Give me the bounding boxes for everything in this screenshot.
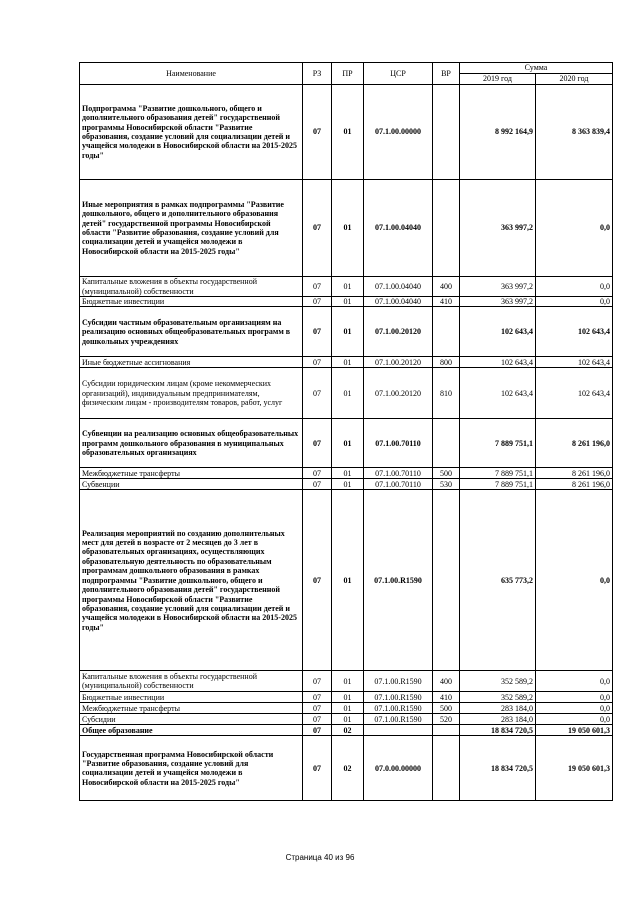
row-value-2019: 363 997,2 (460, 180, 536, 277)
row-csr: 07.1.00.04040 (364, 180, 433, 277)
row-rz: 07 (303, 671, 332, 692)
row-csr: 07.1.00.70110 (364, 468, 433, 479)
row-name: Иные мероприятия в рамках подпрограммы "Развитие дошкольного, общего и дополнительного образования детей" государственной программы Новосибирской области "Развитие образования, создание условий для социализации детей и учащейся молодежи в Новосибирской области на 2015-2025 годы" (80, 180, 303, 277)
row-name: Межбюджетные трансферты (80, 703, 303, 714)
table-row (80, 357, 613, 368)
row-vr (433, 85, 460, 180)
row-value-2019: 363 997,2 (460, 297, 536, 307)
table-row (80, 692, 613, 703)
table-row (80, 479, 613, 490)
row-rz: 07 (303, 307, 332, 357)
row-vr: 400 (433, 277, 460, 297)
row-rz: 07 (303, 479, 332, 490)
row-vr: 500 (433, 468, 460, 479)
row-csr: 07.1.00.70110 (364, 419, 433, 468)
row-csr: 07.1.00.00000 (364, 85, 433, 180)
page-number: Страница 40 из 96 (285, 853, 355, 862)
row-value-2020: 0,0 (536, 277, 613, 297)
row-pr: 01 (332, 490, 364, 671)
row-vr: 410 (433, 692, 460, 703)
row-vr: 530 (433, 479, 460, 490)
row-name: Общее образование (80, 725, 303, 736)
table-header (80, 63, 613, 85)
row-vr: 500 (433, 703, 460, 714)
row-name: Бюджетные инвестиции (80, 692, 303, 703)
row-pr: 01 (332, 297, 364, 307)
row-pr: 01 (332, 180, 364, 277)
header-name: Наименование (80, 63, 303, 85)
table-row (80, 368, 613, 419)
row-value-2020: 102 643,4 (536, 368, 613, 419)
row-pr: 01 (332, 277, 364, 297)
budget-table (79, 62, 613, 801)
row-rz: 07 (303, 490, 332, 671)
row-pr: 02 (332, 736, 364, 801)
header-rz: РЗ (303, 63, 332, 85)
row-vr (433, 307, 460, 357)
row-value-2019: 102 643,4 (460, 368, 536, 419)
row-value-2019: 7 889 751,1 (460, 479, 536, 490)
row-csr (364, 725, 433, 736)
table-row (80, 297, 613, 307)
header-2019: 2019 год (460, 74, 536, 85)
row-value-2019: 283 184,0 (460, 703, 536, 714)
row-value-2020: 19 050 601,3 (536, 736, 613, 801)
table-row (80, 671, 613, 692)
row-name: Межбюджетные трансферты (80, 468, 303, 479)
row-vr (433, 725, 460, 736)
row-rz: 07 (303, 419, 332, 468)
row-pr: 01 (332, 714, 364, 725)
row-name: Субвенции на реализацию основных общеобразовательных программ дошкольного образования в муниципальных образовательных организациях (80, 419, 303, 468)
row-name: Иные бюджетные ассигнования (80, 357, 303, 368)
row-value-2020: 8 363 839,4 (536, 85, 613, 180)
row-name: Субсидии юридическим лицам (кроме некоммерческих организаций), индивидуальным предпринимателям, физическим лицам - производителям товаров, работ, услуг (80, 368, 303, 419)
row-pr: 01 (332, 357, 364, 368)
row-value-2019: 363 997,2 (460, 277, 536, 297)
row-value-2020: 8 261 196,0 (536, 479, 613, 490)
row-name: Реализация мероприятий по созданию дополнительных мест для детей в возрасте от 2 месяцев до 3 лет в образовательных организациях, осуществляющих образовательную деятельность по образовательным программам дошкольного образования в рамках подпрограммы "Развитие дошкольного, общего и дополнительного образования детей" государственной программы Новосибирской области "Развитие образования, создание условий для социализации детей и учащейся молодежи в Новосибирской области на 2015-2025 годы" (80, 490, 303, 671)
table-row (80, 490, 613, 671)
row-name: Капитальные вложения в объекты государственной (муниципальной) собственности (80, 277, 303, 297)
row-csr: 07.1.00.20120 (364, 357, 433, 368)
row-value-2020: 0,0 (536, 671, 613, 692)
row-name: Капитальные вложения в объекты государственной (муниципальной) собственности (80, 671, 303, 692)
row-rz: 07 (303, 736, 332, 801)
row-vr (433, 490, 460, 671)
header-pr: ПР (332, 63, 364, 85)
table-row (80, 180, 613, 277)
row-vr: 810 (433, 368, 460, 419)
row-value-2020: 8 261 196,0 (536, 419, 613, 468)
row-value-2020: 0,0 (536, 692, 613, 703)
table-row (80, 307, 613, 357)
row-value-2019: 7 889 751,1 (460, 468, 536, 479)
row-name: Субвенции (80, 479, 303, 490)
row-rz: 07 (303, 297, 332, 307)
row-vr (433, 180, 460, 277)
row-pr: 01 (332, 479, 364, 490)
row-name: Субсидии частным образовательным организациям на реализацию основных общеобразовательных программ в дошкольных учреждениях (80, 307, 303, 357)
table-row (80, 725, 613, 736)
row-value-2020: 102 643,4 (536, 307, 613, 357)
table-body (80, 85, 613, 801)
row-rz: 07 (303, 703, 332, 714)
header-sum: Сумма (460, 63, 613, 74)
row-rz: 07 (303, 692, 332, 703)
row-vr (433, 736, 460, 801)
row-pr: 02 (332, 725, 364, 736)
row-value-2020: 0,0 (536, 490, 613, 671)
row-rz: 07 (303, 725, 332, 736)
row-value-2020: 0,0 (536, 180, 613, 277)
row-vr (433, 419, 460, 468)
row-name: Государственная программа Новосибирской области "Развитие образования, создание условий для социализации детей и учащейся молодежи в Новосибирской области на 2015-2025 годы" (80, 736, 303, 801)
row-csr: 07.0.00.00000 (364, 736, 433, 801)
row-pr: 01 (332, 85, 364, 180)
header-vr: ВР (433, 63, 460, 85)
table-row (80, 714, 613, 725)
row-value-2020: 0,0 (536, 703, 613, 714)
row-value-2019: 7 889 751,1 (460, 419, 536, 468)
row-value-2019: 635 773,2 (460, 490, 536, 671)
row-value-2019: 352 589,2 (460, 692, 536, 703)
row-csr: 07.1.00.20120 (364, 368, 433, 419)
header-2020: 2020 год (536, 74, 613, 85)
row-pr: 01 (332, 419, 364, 468)
row-value-2020: 0,0 (536, 297, 613, 307)
row-csr: 07.1.00.R1590 (364, 490, 433, 671)
row-rz: 07 (303, 368, 332, 419)
row-vr: 800 (433, 357, 460, 368)
row-value-2019: 8 992 164,9 (460, 85, 536, 180)
row-value-2020: 19 050 601,3 (536, 725, 613, 736)
row-rz: 07 (303, 277, 332, 297)
table-row (80, 468, 613, 479)
row-pr: 01 (332, 368, 364, 419)
row-name: Субсидии (80, 714, 303, 725)
row-pr: 01 (332, 692, 364, 703)
row-value-2020: 8 261 196,0 (536, 468, 613, 479)
row-csr: 07.1.00.R1590 (364, 671, 433, 692)
row-pr: 01 (332, 671, 364, 692)
row-rz: 07 (303, 468, 332, 479)
row-value-2019: 352 589,2 (460, 671, 536, 692)
row-rz: 07 (303, 714, 332, 725)
row-value-2020: 102 643,4 (536, 357, 613, 368)
row-name: Бюджетные инвестиции (80, 297, 303, 307)
row-csr: 07.1.00.04040 (364, 297, 433, 307)
row-pr: 01 (332, 703, 364, 714)
row-vr: 400 (433, 671, 460, 692)
row-pr: 01 (332, 468, 364, 479)
row-value-2019: 283 184,0 (460, 714, 536, 725)
row-rz: 07 (303, 357, 332, 368)
table-row (80, 85, 613, 180)
row-value-2019: 102 643,4 (460, 357, 536, 368)
row-value-2019: 18 834 720,5 (460, 725, 536, 736)
table-row (80, 703, 613, 714)
header-csr: ЦСР (364, 63, 433, 85)
row-vr: 520 (433, 714, 460, 725)
row-value-2020: 0,0 (536, 714, 613, 725)
row-rz: 07 (303, 180, 332, 277)
table-row (80, 277, 613, 297)
row-csr: 07.1.00.R1590 (364, 692, 433, 703)
row-value-2019: 102 643,4 (460, 307, 536, 357)
row-pr: 01 (332, 307, 364, 357)
row-csr: 07.1.00.70110 (364, 479, 433, 490)
row-value-2019: 18 834 720,5 (460, 736, 536, 801)
row-name: Подпрограмма "Развитие дошкольного, общего и дополнительного образования детей" государственной программы Новосибирской области "Развитие образования, создание условий для социализации детей и учащейся молодежи в Новосибирской области на 2015-2025 годы" (80, 85, 303, 180)
row-rz: 07 (303, 85, 332, 180)
row-csr: 07.1.00.R1590 (364, 703, 433, 714)
table-row (80, 419, 613, 468)
table-row (80, 736, 613, 801)
row-csr: 07.1.00.20120 (364, 307, 433, 357)
row-csr: 07.1.00.R1590 (364, 714, 433, 725)
row-vr: 410 (433, 297, 460, 307)
row-csr: 07.1.00.04040 (364, 277, 433, 297)
